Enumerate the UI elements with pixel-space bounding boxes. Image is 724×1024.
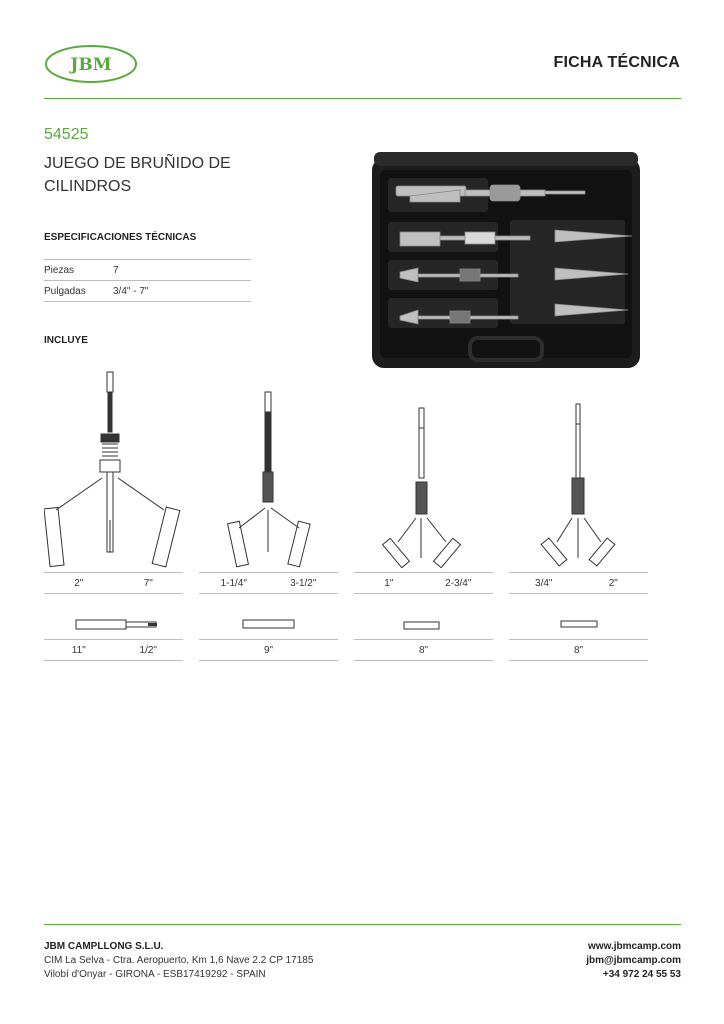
size-range-row	[509, 572, 648, 594]
max-size: 7"	[143, 577, 153, 589]
tool-item	[509, 370, 655, 570]
max-size: 3-1/2"	[290, 577, 317, 589]
length-row	[354, 639, 493, 661]
specs-heading: ESPECIFICACIONES TÉCNICAS	[44, 232, 197, 243]
product-case-photo	[370, 150, 642, 368]
stone-length: 9"	[263, 644, 274, 656]
svg-text:JBM: JBM	[70, 55, 112, 75]
size-range-row	[354, 572, 493, 594]
spec-value: 7	[113, 264, 119, 276]
length-row	[199, 639, 338, 661]
min-size: 2"	[74, 577, 84, 589]
header-divider	[44, 98, 681, 99]
length-row	[509, 639, 648, 661]
tool-item	[199, 370, 345, 570]
address-line-1: CIM La Selva - Ctra. Aeropuerto, Km 1,6 Nave 2.2 CP 17185	[44, 955, 314, 966]
address-line-2: Vilobí d'Onyar - GIRONA - ESB17419292 - SPAIN	[44, 969, 266, 980]
spec-row	[44, 281, 251, 302]
phone-number: +34 972 24 55 53	[602, 969, 681, 980]
document-title: FICHA TÉCNICA	[553, 54, 680, 71]
tool-item	[354, 370, 500, 570]
stone-length: 8"	[418, 644, 429, 656]
three-stone-hone-icon	[44, 370, 183, 570]
size-range-row	[44, 572, 183, 594]
min-size: 1"	[384, 577, 394, 589]
stone-icon	[199, 602, 338, 642]
specs-table	[44, 259, 251, 302]
product-name: JUEGO DE BRUÑIDO DE CILINDROS	[44, 155, 231, 195]
spec-label: Pulgadas	[44, 285, 86, 297]
length-row	[44, 639, 183, 661]
size-range-row	[199, 572, 338, 594]
website-link[interactable]: www.jbmcamp.com	[588, 941, 681, 952]
min-size: 3/4"	[535, 577, 553, 589]
jbm-logo	[44, 44, 138, 84]
three-stone-hone-icon	[199, 370, 338, 570]
shaft-length: 1/2"	[139, 644, 157, 656]
email-link[interactable]: jbm@jbmcamp.com	[586, 955, 681, 966]
stone-with-shaft-icon	[44, 602, 183, 642]
footer-divider	[44, 924, 681, 925]
stone-length: 8"	[573, 644, 584, 656]
two-stone-hone-icon	[509, 370, 648, 570]
spec-value: 3/4" - 7"	[113, 285, 149, 297]
max-size: 2-3/4"	[445, 577, 472, 589]
stone-icon	[354, 602, 493, 642]
two-stone-hone-icon	[354, 370, 493, 570]
tool-item	[44, 370, 190, 570]
min-size: 1-1/4"	[220, 577, 247, 589]
stone-icon	[509, 602, 648, 642]
includes-heading: INCLUYE	[44, 335, 88, 346]
product-code: 54525	[44, 126, 89, 143]
stone-length: 11"	[71, 644, 86, 656]
max-size: 2"	[608, 577, 618, 589]
spec-label: Piezas	[44, 264, 75, 276]
spec-row	[44, 260, 251, 281]
company-name: JBM CAMPLLONG S.L.U.	[44, 941, 164, 952]
